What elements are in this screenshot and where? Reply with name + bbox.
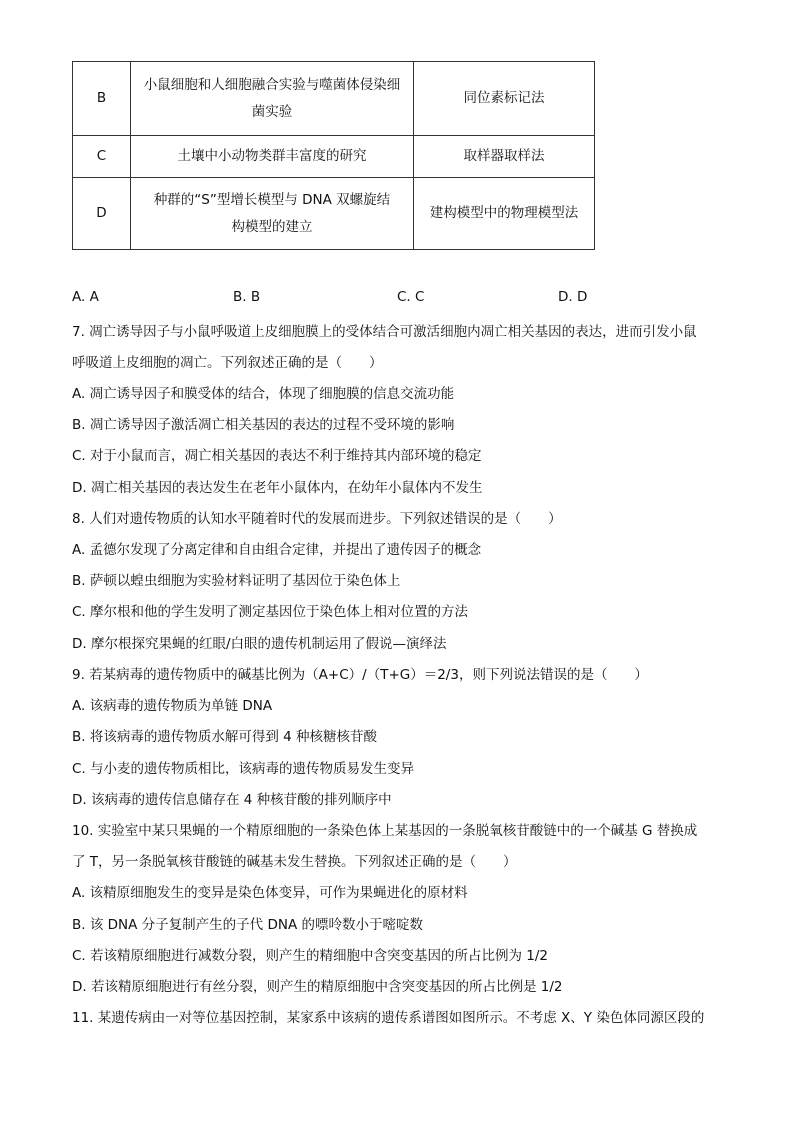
option-b: B. B: [233, 289, 261, 305]
text-line: D. 若该精原细胞进行有丝分裂，则产生的精原细胞中含突变基因的所占比例是 1/2: [72, 979, 563, 995]
text-line: C. 对于小鼠而言，凋亡相关基因的表达不利于维持其内部环境的稳定: [72, 448, 482, 464]
row-label: C: [73, 136, 131, 178]
content-line: 构模型的建立: [231, 218, 313, 235]
text-line: A. 该精原细胞发生的变异是染色体变异，可作为果蝇进化的原材料: [72, 885, 468, 901]
text-line: 7. 凋亡诱导因子与小鼠呼吸道上皮细胞膜上的受体结合可激活细胞内凋亡相关基因的表达，进而引发小鼠: [72, 324, 697, 340]
row-label: B: [73, 62, 131, 136]
text-line: C. 若该精原细胞进行减数分裂，则产生的精细胞中含突变基因的所占比例为 1/2: [72, 948, 549, 964]
methods-table: [72, 61, 595, 250]
text-line: A. 该病毒的遗传物质为单链 DNA: [72, 698, 273, 714]
text-line: 9. 若某病毒的遗传物质中的碱基比例为（A+C）/（T+G）＝2/3，则下列说法错误的是（ ）: [72, 667, 648, 683]
text-line: B. 凋亡诱导因子激活凋亡相关基因的表达的过程不受环境的影响: [72, 417, 455, 433]
table-row: [73, 178, 595, 250]
row-method: 取样器取样法: [414, 136, 595, 178]
content-line: 小鼠细胞和人细胞融合实验与噬菌体侵染细: [143, 76, 401, 93]
text-line: 10. 实验室中某只果蝇的一个精原细胞的一条染色体上某基因的一条脱氧核苷酸链中的一个碱基 G 替换成: [72, 823, 698, 839]
table-row: [73, 62, 595, 136]
option-c: C. C: [397, 289, 425, 305]
content-line: 土壤中小动物类群丰富度的研究: [177, 148, 367, 164]
text-line: A. 孟德尔发现了分离定律和自由组合定律，并提出了遗传因子的概念: [72, 542, 482, 558]
table-row: [73, 136, 595, 178]
text-line: 8. 人们对遗传物质的认知水平随着时代的发展而进步。下列叙述错误的是（ ）: [72, 511, 562, 527]
text-line: C. 与小麦的遗传物质相比，该病毒的遗传物质易发生变异: [72, 761, 415, 777]
text-line: B. 将该病毒的遗传物质水解可得到 4 种核糖核苷酸: [72, 729, 378, 745]
row-content: [131, 62, 414, 136]
row-method: 同位素标记法: [414, 62, 595, 136]
option-a: A. A: [72, 289, 99, 305]
text-line: 了 T，另一条脱氧核苷酸链的碱基未发生替换。下列叙述正确的是（ ）: [72, 854, 517, 870]
option-d: D. D: [558, 289, 588, 305]
text-line: B. 该 DNA 分子复制产生的子代 DNA 的嘌呤数小于嘧啶数: [72, 917, 423, 933]
text-line: D. 该病毒的遗传信息储存在 4 种核苷酸的排列顺序中: [72, 792, 392, 808]
text-line: C. 摩尔根和他的学生发明了测定基因位于染色体上相对位置的方法: [72, 604, 469, 620]
content-line: 菌实验: [251, 103, 293, 120]
row-method: 建构模型中的物理模型法: [414, 178, 595, 250]
text-line: D. 凋亡相关基因的表达发生在老年小鼠体内，在幼年小鼠体内不发生: [72, 480, 483, 496]
row-label: D: [73, 178, 131, 250]
content-line: 种群的“S”型增长模型与 DNA 双螺旋结: [153, 191, 391, 208]
row-content: [131, 178, 414, 250]
text-line: A. 凋亡诱导因子和膜受体的结合，体现了细胞膜的信息交流功能: [72, 386, 455, 402]
text-line: D. 摩尔根探究果蝇的红眼/白眼的遗传机制运用了假说—演绎法: [72, 636, 447, 652]
text-line: 呼吸道上皮细胞的凋亡。下列叙述正确的是（ ）: [72, 355, 383, 371]
text-line: B. 萨顿以蝗虫细胞为实验材料证明了基因位于染色体上: [72, 573, 401, 589]
row-content: [131, 136, 414, 178]
text-line: 11. 某遗传病由一对等位基因控制，某家系中该病的遗传系谱图如图所示。不考虑 X、Y 染色体同源区段的: [72, 1010, 705, 1026]
